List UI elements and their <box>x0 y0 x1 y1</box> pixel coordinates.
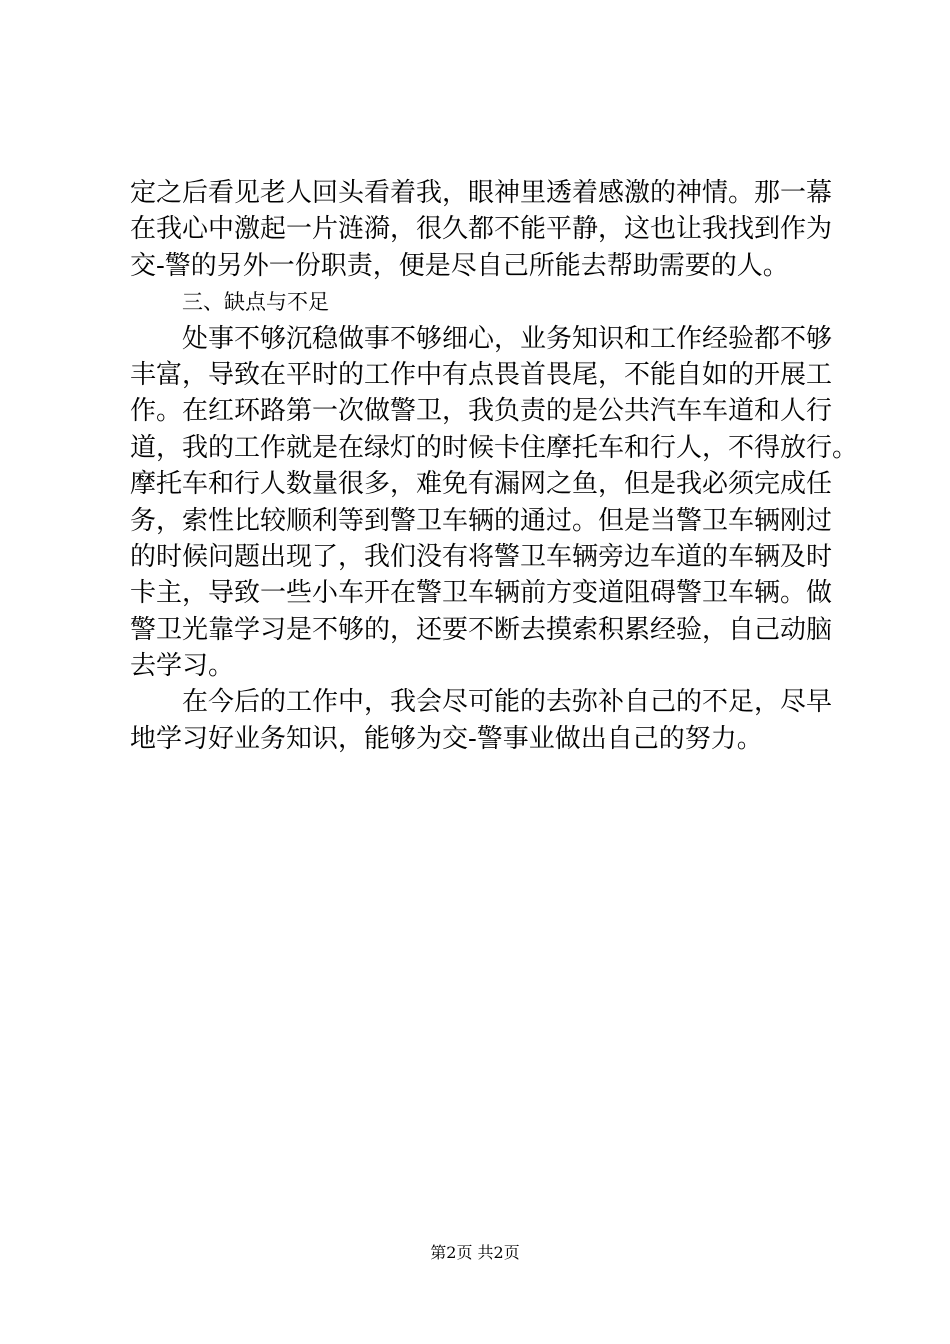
paragraph-line: 丰富，导致在平时的工作中有点畏首畏尾，不能自如的开展工 <box>130 359 833 390</box>
document-body <box>130 175 859 757</box>
paragraph-line: 去学习。 <box>130 651 235 682</box>
paragraph-line: 的时候问题出现了，我们没有将警卫车辆旁边车道的车辆及时 <box>130 541 833 572</box>
paragraph-line: 警卫光靠学习是不够的，还要不断去摸索积累经验，自己动脑 <box>130 614 833 645</box>
paragraph-line: 务，索性比较顺利等到警卫车辆的通过。但是当警卫车辆刚过 <box>130 505 833 536</box>
section-heading: 三、缺点与不足 <box>182 290 329 315</box>
paragraph-line: 交-警的另外一份职责，便是尽自己所能去帮助需要的人。 <box>130 250 789 281</box>
paragraph-line: 卡主，导致一些小车开在警卫车辆前方变道阻碍警卫车辆。做 <box>130 578 833 609</box>
paragraph-line: 在我心中激起一片涟漪，很久都不能平静，这也让我找到作为 <box>130 214 833 245</box>
page-number-footer: 第2页 共2页 <box>430 1243 520 1262</box>
paragraph-line: 处事不够沉稳做事不够细心，业务知识和工作经验都不够 <box>182 323 833 354</box>
paragraph-line: 作。在红环路第一次做警卫，我负责的是公共汽车车道和人行 <box>130 396 833 427</box>
paragraph-line: 道，我的工作就是在绿灯的时候卡住摩托车和行人，不得放行。 <box>130 432 859 463</box>
paragraph-line: 定之后看见老人回头看着我，眼神里透着感激的神情。那一幕 <box>130 178 833 208</box>
paragraph-line: 地学习好业务知识，能够为交-警事业做出自己的努力。 <box>130 723 763 754</box>
paragraph-line: 在今后的工作中，我会尽可能的去弥补自己的不足，尽早 <box>182 687 833 718</box>
paragraph-line: 摩托车和行人数量很多，难免有漏网之鱼，但是我必须完成任 <box>130 469 833 500</box>
